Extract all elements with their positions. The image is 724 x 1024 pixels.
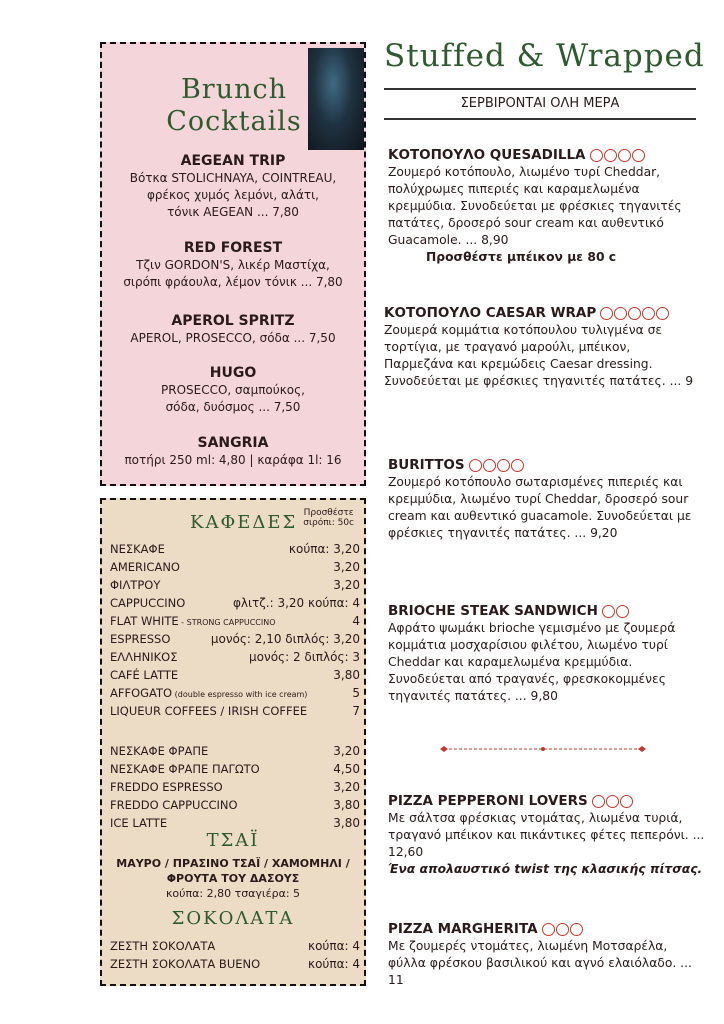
coffee-row <box>110 594 360 612</box>
tea-title: ΤΣΑΪ <box>206 830 260 851</box>
item-label: LIQUEUR COFFEES / IRISH COFFEE <box>110 704 308 718</box>
title-line-2: Cocktails <box>166 106 302 137</box>
item-price: 3,20 <box>333 780 360 794</box>
dish-item <box>388 920 706 989</box>
pork-icon <box>620 795 633 808</box>
egg-icon <box>632 149 645 162</box>
dish-description: Ζουμερά κομμάτια κοτόπουλου τυλιγμένα σε τορτίγια, με τραγανό μαρούλι, μπέικον, Παρμεζάνα και κρεμώδεις Caesar dressing. Συνοδεύεται με φρέσκιες τηγανιτές πατάτες. ... 9 <box>384 323 694 388</box>
gluten-icon <box>542 923 555 936</box>
mustard-icon <box>656 307 669 320</box>
item-label <box>110 684 307 704</box>
dish-item <box>384 304 702 390</box>
item-price: 3,20 <box>333 744 360 758</box>
item-price: μονός: 2,10 διπλός: 3,20 <box>210 632 360 646</box>
dish-extra: Προσθέστε μπέικον με 80 c <box>426 250 617 264</box>
cold-coffee-row <box>110 742 360 760</box>
item-label: ΝΕΣΚΑΦΕ ΦΡΑΠΕ <box>110 744 209 758</box>
cocktail-item <box>102 239 364 291</box>
item-price: κούπα: 4 <box>308 939 360 953</box>
allergen-icons <box>590 147 646 164</box>
dish-description: Αφράτο ψωμάκι brioche γεμισμένο με ζουμερά κομμάτια μοσχαρίσιου φιλέτου, λιωμένο τυρί Cheddar και καραμελωμένα κρεμμύδια. Συνοδεύεται από τραγανές, φρεσκοκομμένες τηγανιτές πατάτες. ... 9,80 <box>388 621 676 703</box>
item-label: CAPPUCCINO <box>110 596 186 610</box>
dish-item <box>388 792 706 878</box>
coffee-row <box>110 540 360 558</box>
cocktail-desc: τόνικ AEGEAN ... 7,80 <box>167 205 299 219</box>
title-line-1: Brunch <box>180 74 288 105</box>
dairy-icon <box>604 149 617 162</box>
item-label <box>110 612 276 632</box>
coffee-row <box>110 612 360 630</box>
item-price: 3,80 <box>333 668 360 682</box>
item-price: 5 <box>352 686 360 700</box>
coffee-row <box>110 684 360 702</box>
soy-icon <box>511 459 524 472</box>
cocktail-name: RED FOREST <box>183 240 283 256</box>
served-all-day-banner: ΣΕΡΒΙΡΟΝΤΑΙ ΟΛΗ ΜΕΡΑ <box>384 88 696 120</box>
tomato-icon <box>570 923 583 936</box>
cocktail-item <box>102 434 364 469</box>
item-label: ΦΙΛΤΡΟΥ <box>110 578 161 592</box>
allergen-icons <box>602 603 630 620</box>
cocktail-name: SANGRIA <box>197 435 269 451</box>
item-price: μονός: 2 διπλός: 3 <box>249 650 360 664</box>
tea-options: ΦΡΟΥΤΑ ΤΟΥ ΔΑΣΟΥΣ <box>166 872 300 885</box>
item-label: ΝΕΣΚΑΦΕ ΦΡΑΠΕ ΠΑΓΩΤΟ <box>110 762 260 776</box>
cold-coffee-row <box>110 796 360 814</box>
cocktail-name: AEGEAN TRIP <box>180 153 286 169</box>
cold-coffee-row <box>110 778 360 796</box>
dish-name: ΚΟΤΟΠΟΥΛΟ CAESAR WRAP <box>384 305 597 321</box>
cocktail-desc: PROSECCO, σαμπούκος, <box>161 383 305 397</box>
item-label: ICE LATTE <box>110 816 168 830</box>
coffee-row <box>110 702 360 720</box>
allergen-icons <box>469 457 525 474</box>
cocktail-desc: φρέκος χυμός λεμόνι, αλάτι, <box>147 188 319 202</box>
item-price: 3,20 <box>333 578 360 592</box>
cocktail-name: APEROL SPRITZ <box>171 313 295 329</box>
item-label-note: (double espresso with ice cream) <box>172 690 308 699</box>
item-price: φλιτζ.: 3,20 κούπα: 4 <box>232 596 360 610</box>
dish-name: ΚΟΤΟΠΟΥΛΟ QUESADILLA <box>388 147 586 163</box>
egg-icon <box>497 459 510 472</box>
coffee-row <box>110 648 360 666</box>
coffee-row <box>110 666 360 684</box>
item-label: FREDDO ESPRESSO <box>110 780 223 794</box>
coffee-row <box>110 630 360 648</box>
coffee-row <box>110 576 360 594</box>
dairy-icon <box>606 795 619 808</box>
cocktail-item <box>102 312 364 347</box>
coffee-row <box>110 558 360 576</box>
allergen-icons <box>542 921 584 938</box>
dairy-icon <box>616 605 629 618</box>
cocktail-photo <box>308 48 364 150</box>
dish-description: Ζουμερό κοτόπουλο σωταρισμένες πιπεριές και κρεμμύδια, λιωμένο τυρί Cheddar, δροσερό sour cream και αυθεντικό guacamole. Συνοδεύεται με φρέσκιες τηγανιτές πατάτες. ... 9,20 <box>388 475 692 540</box>
dish-name: PIZZA MARGHERITA <box>388 921 538 937</box>
cocktail-name: HUGO <box>209 365 257 381</box>
egg-icon <box>642 307 655 320</box>
cocktail-desc: APEROL, PROSECCO, σόδα ... 7,50 <box>130 331 336 345</box>
chocolate-title: ΣΟΚΟΛΑΤΑ <box>171 908 295 929</box>
syrup-note-line: σιρόπι: 50c <box>303 518 354 528</box>
coffee-title: ΚΑΦΕΔΕΣ <box>190 512 298 533</box>
chocolate-row <box>110 937 360 955</box>
item-price: 4,50 <box>333 762 360 776</box>
cocktail-desc: Βότκα STOLICHNAYA, COINTREAU, <box>129 171 337 185</box>
item-label: ΖΕΣΤΗ ΣΟΚΟΛΑΤΑ BUENO <box>110 957 261 971</box>
item-price: 7 <box>352 704 360 718</box>
gluten-icon <box>602 605 615 618</box>
dish-name: BURITTOS <box>388 457 465 473</box>
allergen-icons <box>592 793 634 810</box>
item-label: ΕΛΛΗΝΙΚΟΣ <box>110 650 178 664</box>
gluten-icon <box>592 795 605 808</box>
dish-description: Με σάλτσα φρέσκιας ντομάτας, λιωμένα τυριά, τραγανό μπέικον και πικάντικες φέτες πεπερόνι. ... 12,60 <box>388 811 705 859</box>
fish-icon <box>628 307 641 320</box>
cocktail-desc: σόδα, δυόσμος ... 7,50 <box>165 400 301 414</box>
dairy-icon <box>483 459 496 472</box>
cocktail-desc: Τζιν GORDON'S, λικέρ Μαστίχα, <box>136 258 330 272</box>
chocolate-row <box>110 955 360 973</box>
cocktail-desc: ποτήρι 250 ml: 4,80 | καράφα 1l: 16 <box>124 453 342 467</box>
item-label: FREDDO CAPPUCCINO <box>110 798 238 812</box>
item-price: 3,80 <box>333 798 360 812</box>
item-label-main: AFFOGATO <box>110 686 173 700</box>
spicy-icon <box>618 149 631 162</box>
gluten-icon <box>469 459 482 472</box>
section-divider <box>440 746 646 752</box>
item-label-main: FLAT WHITE <box>110 614 179 628</box>
item-price: 4 <box>352 614 360 628</box>
item-label-note: - STRONG CAPPUCCINO <box>178 618 276 627</box>
dish-name: PIZZA PEPPERONI LOVERS <box>388 793 588 809</box>
coffee-panel <box>100 498 366 986</box>
item-label: ΝΕΣΚΑΦΕ <box>110 542 165 556</box>
item-label: CAFÉ LATTE <box>110 668 179 682</box>
dish-tagline: Ένα απολαυστικό twist της κλασικής πίτσας. <box>388 862 703 876</box>
cocktail-item <box>102 364 364 416</box>
cold-coffee-row <box>110 760 360 778</box>
dish-name: BRIOCHE STEAK SANDWICH <box>388 603 598 619</box>
dairy-icon <box>556 923 569 936</box>
tea-prices: κούπα: 2,80 τσαγιέρα: 5 <box>165 887 301 900</box>
brunch-cocktails-panel <box>100 42 366 486</box>
dish-description: Με ζουμερές ντομάτες, λιωμένη Μοτσαρέλα, φύλλα φρέσκου βασιλικού και αγνό ελαιόλαδο. ... 11 <box>388 939 692 987</box>
dish-item <box>388 146 706 266</box>
allergen-icons <box>600 305 670 322</box>
item-label: AMERICANO <box>110 560 180 574</box>
item-price: 3,80 <box>333 816 360 830</box>
cocktail-desc: σιρόπι φράουλα, λέμον τόνικ ... 7,80 <box>123 275 343 289</box>
item-label: ESPRESSO <box>110 632 171 646</box>
item-price: κούπα: 4 <box>308 957 360 971</box>
dairy-icon <box>614 307 627 320</box>
dish-description: Ζουμερό κοτόπουλο, λιωμένο τυρί Cheddar, πολύχρωμες πιπεριές και καραμελωμένα κρεμμύδια. Συνοδεύεται με φρέσκιες τηγανιτές πατάτες, δροσερό sour cream και αυθεντικό Guacamole. ... 8,90 <box>388 165 682 247</box>
cocktail-item <box>102 152 364 221</box>
item-price: κούπα: 3,20 <box>288 542 360 556</box>
syrup-note <box>303 508 354 528</box>
stuffed-wrapped-title: Stuffed & Wrapped <box>384 38 705 74</box>
tea-options: ΜΑΥΡΟ / ΠΡΑΣΙΝΟ ΤΣΑΪ / ΧΑΜΟΜΗΛΙ / <box>116 857 350 870</box>
dish-item <box>388 456 706 542</box>
gluten-icon <box>600 307 613 320</box>
item-price: 3,20 <box>333 560 360 574</box>
syrup-note-line: Προσθέστε <box>303 508 354 518</box>
brunch-cocktails-title <box>154 74 314 138</box>
dish-item <box>388 602 706 705</box>
gluten-icon <box>590 149 603 162</box>
item-label: ΖΕΣΤΗ ΣΟΚΟΛΑΤΑ <box>110 939 216 953</box>
